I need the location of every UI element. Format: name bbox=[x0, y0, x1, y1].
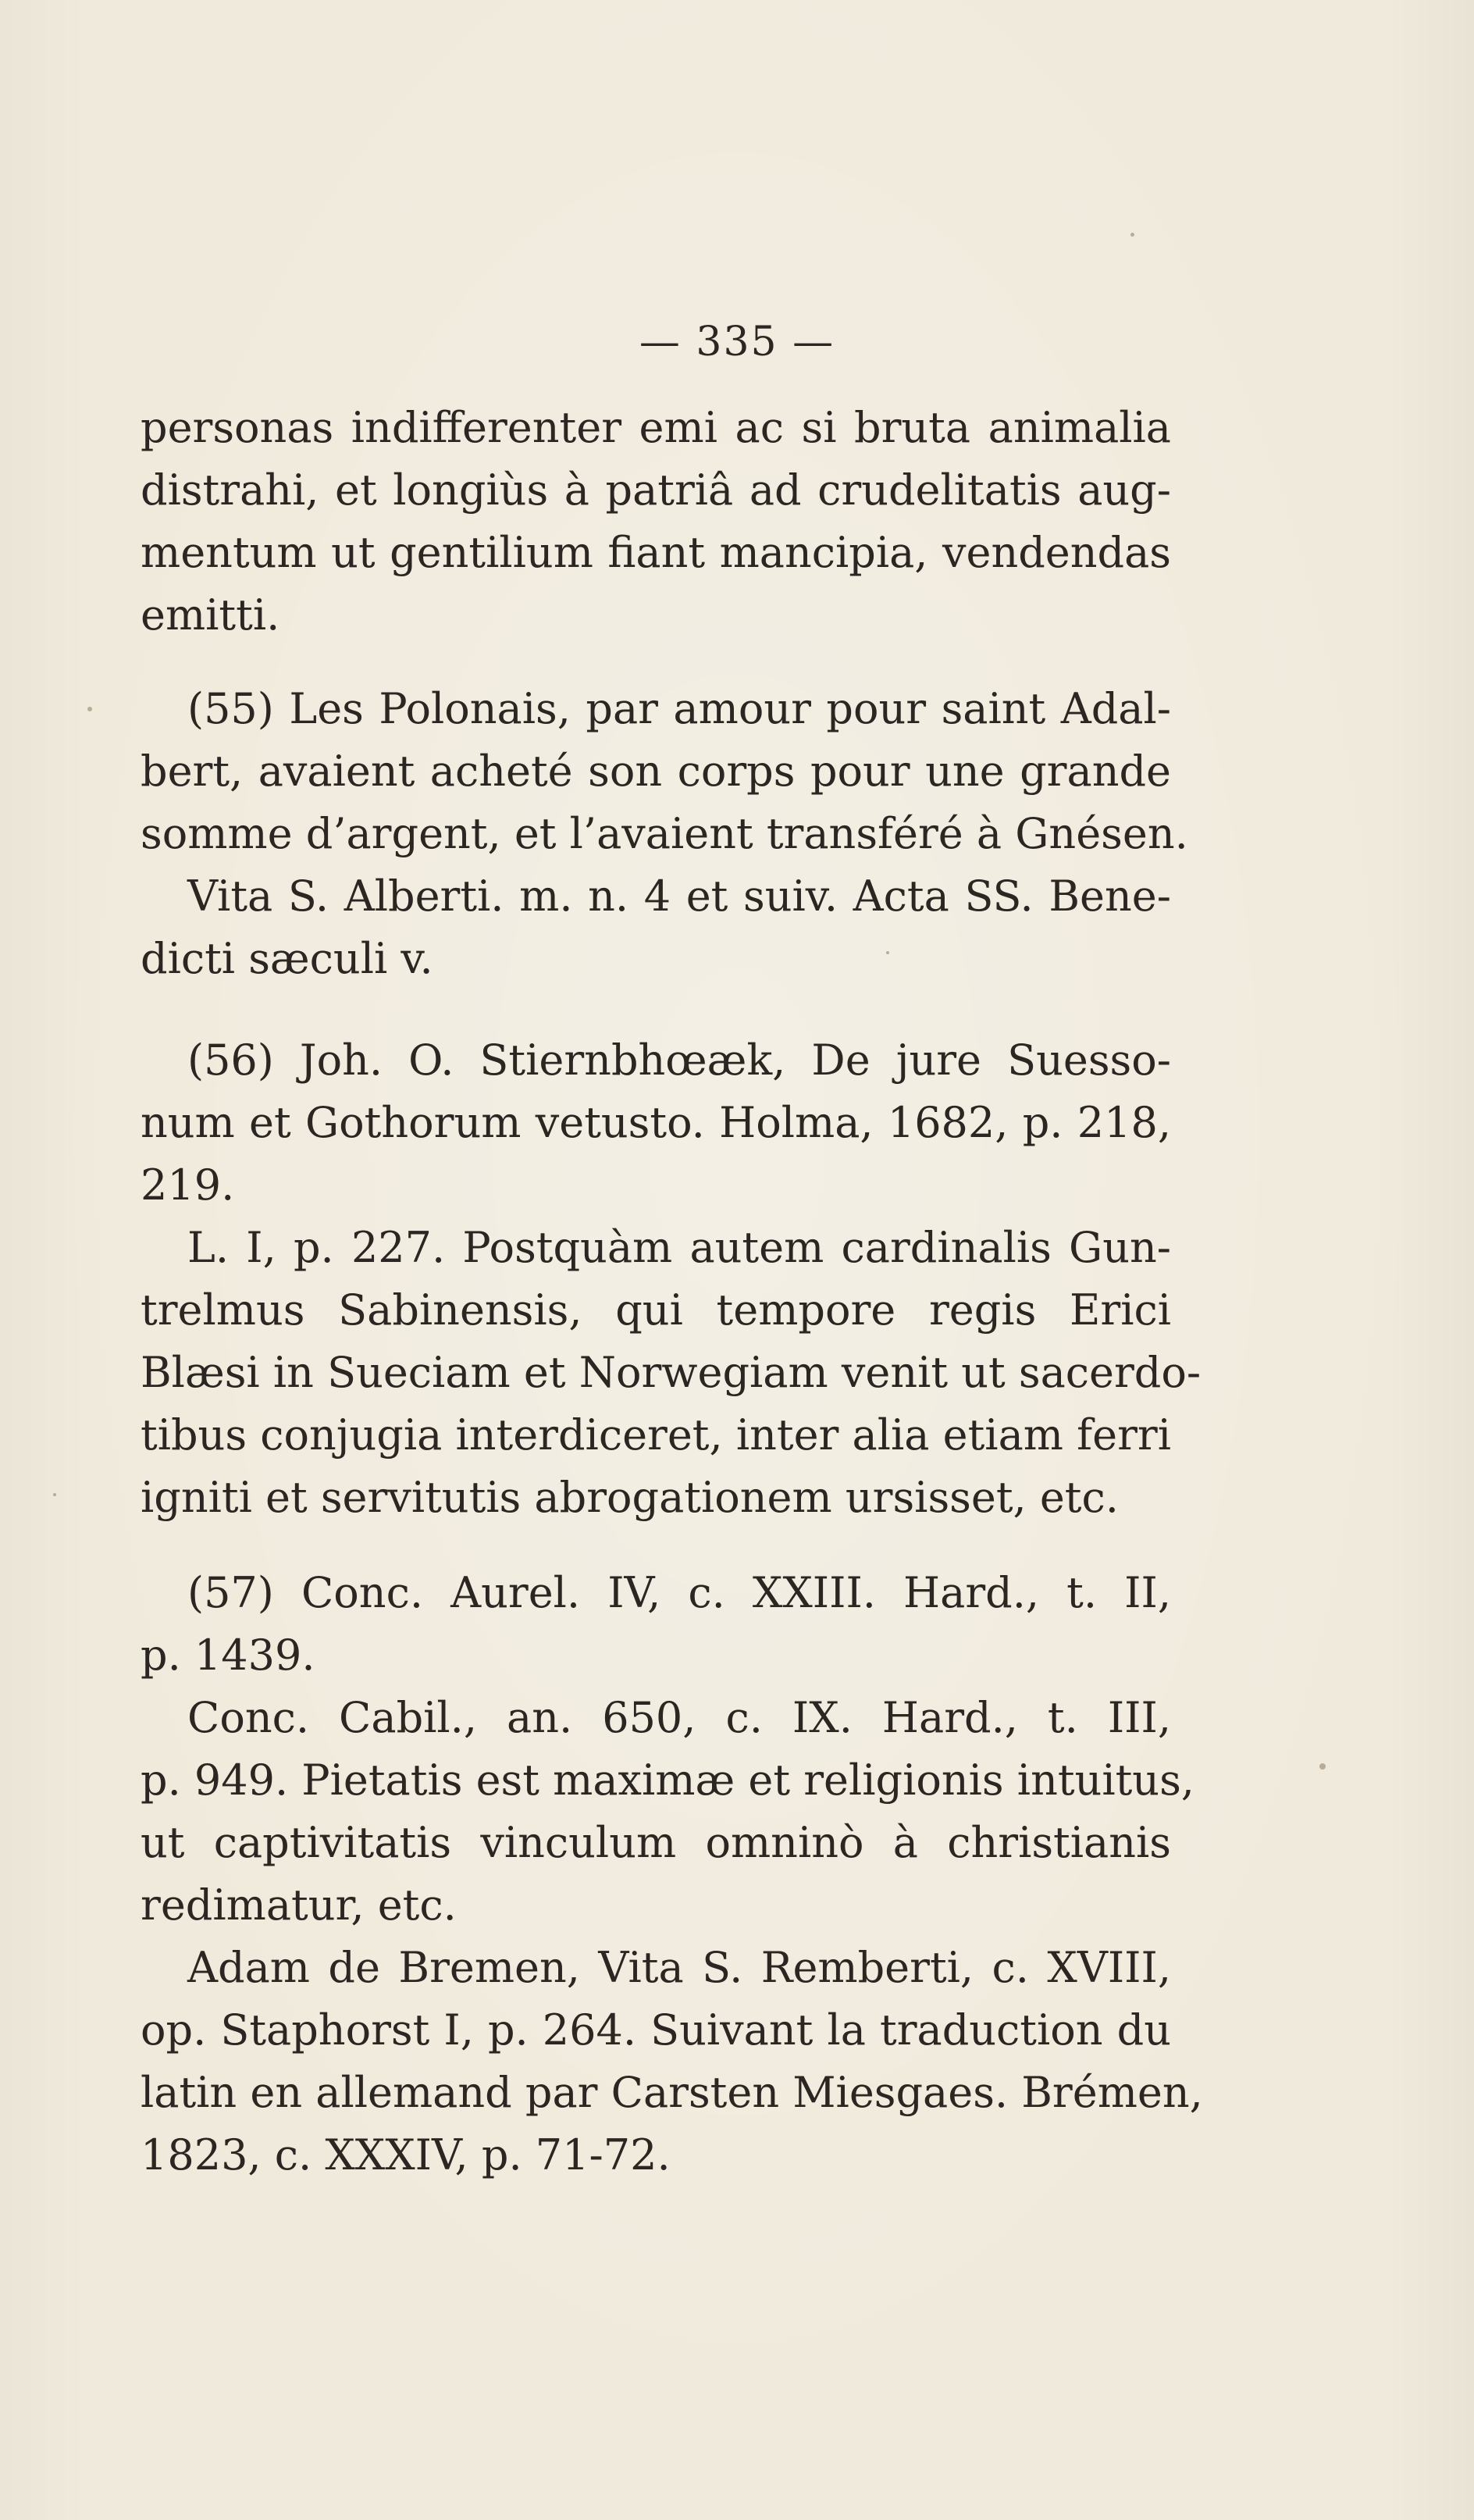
text-line: distrahi, et longiùs à patriâ ad crudelitatis aug- bbox=[141, 465, 1171, 515]
paper-speck bbox=[87, 707, 92, 711]
text-line: Vita S. Alberti. m. n. 4 et suiv. Acta SS. Bene- bbox=[187, 871, 1171, 921]
note-55 bbox=[141, 678, 1188, 990]
paper-speck bbox=[53, 1493, 56, 1496]
text-line: 1823, c. XXXIV, p. 71-72. bbox=[141, 2130, 671, 2180]
text-line: emitti. bbox=[141, 590, 280, 640]
text-line: Blæsi in Sueciam et Norwegiam venit ut sacerdo- bbox=[141, 1348, 1202, 1397]
text-line: 219. bbox=[141, 1160, 235, 1210]
text-line: igniti et servitutis abrogationem ursisset, etc. bbox=[141, 1473, 1119, 1522]
text-line: L. I, p. 227. Postquàm autem cardinalis Gun- bbox=[187, 1223, 1171, 1272]
text-line: p. 949. Pietatis est maximæ et religionis intuitus, bbox=[141, 1755, 1195, 1805]
text-line: Adam de Bremen, Vita S. Remberti, c. XVIII, bbox=[187, 1943, 1171, 1992]
text-line: somme d’argent, et l’avaient transféré à Gnésen. bbox=[141, 809, 1188, 858]
text-line: (57) Conc. Aurel. IV, c. XXIII. Hard., t. II, bbox=[187, 1568, 1171, 1617]
page-number: — 335 — bbox=[639, 319, 835, 365]
paper-speck bbox=[1319, 1763, 1326, 1770]
text-line: num et Gothorum vetusto. Holma, 1682, p. 218, bbox=[141, 1098, 1171, 1147]
note-56 bbox=[141, 1029, 1202, 1529]
text-line: op. Staphorst I, p. 264. Suivant la traduction du bbox=[141, 2005, 1171, 2055]
paper-speck bbox=[886, 951, 889, 954]
text-line: (55) Les Polonais, par amour pour saint Adal- bbox=[187, 684, 1171, 733]
text-line: bert, avaient acheté son corps pour une grande bbox=[141, 747, 1171, 796]
text-line: mentum ut gentilium fiant mancipia, vendendas bbox=[141, 528, 1171, 577]
text-line: redimatur, etc. bbox=[141, 1880, 457, 1930]
text-line: (56) Joh. O. Stiernbhœæk, De jure Suesso- bbox=[187, 1035, 1171, 1085]
text-line: p. 1439. bbox=[141, 1631, 315, 1680]
text-line: ut captivitatis vinculum omninò à christianis bbox=[141, 1818, 1171, 1867]
text-line: personas indifferenter emi ac si bruta animalia bbox=[141, 403, 1171, 452]
paragraph-continuation bbox=[141, 397, 1171, 647]
paper-speck bbox=[1130, 233, 1134, 237]
text-line: latin en allemand par Carsten Miesgaes. Brémen, bbox=[141, 2068, 1203, 2117]
text-line: Conc. Cabil., an. 650, c. IX. Hard., t. III, bbox=[187, 1693, 1171, 1742]
note-57 bbox=[141, 1562, 1203, 2187]
text-line: trelmus Sabinensis, qui tempore regis Erici bbox=[141, 1285, 1171, 1335]
text-line: dicti sæculi v. bbox=[141, 934, 433, 983]
text-line: tibus conjugia interdiceret, inter alia etiam ferri bbox=[141, 1410, 1171, 1460]
